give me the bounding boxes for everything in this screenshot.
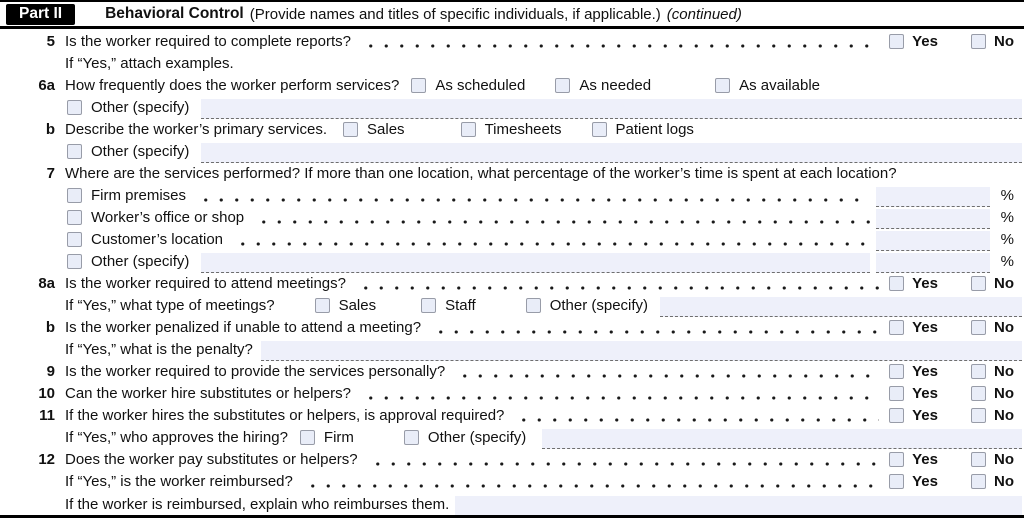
yes-label: Yes (912, 319, 938, 337)
question-number: 9 (46, 363, 55, 381)
sub-question-text: If “Yes,” what type of meetings? (65, 297, 275, 315)
question-text: Is the worker required to complete reports? (65, 32, 351, 50)
question-number: 8a (38, 275, 55, 293)
yes-no-group (889, 33, 1014, 50)
q7-firm-premises-percent-input[interactable] (876, 187, 990, 207)
q7-customers-location-percent-input[interactable] (876, 231, 990, 251)
yes-label: Yes (912, 473, 938, 491)
no-label: No (994, 451, 1014, 469)
option-label: Sales (367, 120, 405, 138)
q9-no-checkbox[interactable] (971, 364, 986, 379)
dot-leader (361, 44, 879, 48)
q10-no-checkbox[interactable] (971, 386, 986, 401)
q7-other-percent-input[interactable] (876, 253, 990, 273)
option-label: Firm (323, 429, 354, 447)
question-7-customers-location-row (0, 228, 1024, 250)
q8b-penalty-input[interactable] (261, 341, 1022, 361)
question-7-row (0, 162, 1024, 184)
yes-no-group (889, 451, 1014, 468)
option-label: Other (specify) (91, 252, 190, 270)
option-label: As needed (579, 76, 652, 94)
dot-leader (431, 330, 879, 334)
option-other (67, 143, 189, 160)
dot-leader (361, 396, 879, 400)
yes-label: Yes (912, 275, 938, 293)
question-5-row (0, 30, 1024, 52)
question-5-note-row (0, 52, 1024, 74)
percent-sign: % (1000, 186, 1014, 204)
q12-reimbursed-yes-checkbox[interactable] (889, 474, 904, 489)
section-continued-note: (continued) (666, 5, 742, 23)
option-other (526, 297, 648, 314)
option-as-scheduled (411, 77, 525, 94)
no-label: No (994, 319, 1014, 337)
q8a-yes-checkbox[interactable] (889, 276, 904, 291)
question-number: b (45, 120, 55, 138)
question-text: Is the worker required to attend meetings? (65, 275, 346, 293)
q10-yes-checkbox[interactable] (889, 386, 904, 401)
option-label: Staff (445, 297, 476, 315)
option-label: As available (739, 76, 820, 94)
yes-label: Yes (912, 451, 938, 469)
option-firm-premises (67, 187, 186, 204)
q6a-other-checkbox[interactable] (67, 100, 82, 115)
q6a-other-specify-input[interactable] (201, 99, 1022, 119)
option-label: Other (specify) (91, 142, 190, 160)
question-12-sub-row (0, 471, 1024, 493)
question-text: Where are the services performed? If more than one location, what percentage of the worker’s time is spent at each location? (65, 164, 897, 182)
dot-leader (368, 462, 879, 466)
q11-yes-checkbox[interactable] (889, 408, 904, 423)
option-label: Worker’s office or shop (91, 208, 245, 226)
option-other (67, 99, 189, 116)
q6b-other-specify-input[interactable] (201, 143, 1022, 163)
no-label: No (994, 473, 1014, 491)
sub-question-text: If “Yes,” is the worker reimbursed? (65, 473, 293, 491)
q6a-as-available-checkbox[interactable] (715, 78, 730, 93)
q7-other-specify-input[interactable] (201, 253, 870, 273)
q6a-as-needed-checkbox[interactable] (555, 78, 570, 93)
yes-label: Yes (912, 32, 938, 50)
option-sales (315, 297, 377, 314)
question-12-row (0, 449, 1024, 471)
option-label: As scheduled (435, 76, 526, 94)
q7-customers-location-checkbox[interactable] (67, 232, 82, 247)
q5-yes-checkbox[interactable] (889, 34, 904, 49)
option-label: Patient logs (615, 120, 694, 138)
section-header (0, 2, 1024, 29)
sub-question-text: If “Yes,” who approves the hiring? (65, 429, 288, 447)
option-patient-logs (592, 121, 694, 138)
option-sales (343, 121, 405, 138)
q11-no-checkbox[interactable] (971, 408, 986, 423)
dot-leader (233, 242, 870, 246)
question-number: 12 (38, 451, 55, 469)
q12-no-checkbox[interactable] (971, 452, 986, 467)
part-label-badge: Part II (6, 4, 75, 25)
q6b-timesheets-checkbox[interactable] (461, 122, 476, 137)
yes-no-group (889, 363, 1014, 380)
question-10-row (0, 383, 1024, 405)
question-text: Is the worker penalized if unable to attend a meeting? (65, 319, 422, 337)
question-11-row (0, 405, 1024, 427)
question-text: If the worker hires the substitutes or helpers, is approval required? (65, 407, 505, 425)
question-number: 5 (46, 32, 55, 50)
yes-no-group (889, 407, 1014, 424)
no-label: No (994, 407, 1014, 425)
yes-label: Yes (912, 385, 938, 403)
yes-no-group (889, 275, 1014, 292)
q11-firm-checkbox[interactable] (300, 430, 315, 445)
q12-reimbursed-no-checkbox[interactable] (971, 474, 986, 489)
dot-leader (356, 286, 879, 290)
section-subtitle: (Provide names and titles of specific individuals, if applicable.) (249, 5, 661, 23)
option-as-needed (555, 77, 651, 94)
dot-leader (303, 484, 879, 488)
no-label: No (994, 275, 1014, 293)
question-number: 11 (39, 407, 55, 425)
question-text: Describe the worker’s primary services. (65, 120, 328, 138)
question-number: 6a (38, 76, 55, 94)
question-8b-sub-row (0, 339, 1024, 361)
q8a-sales-checkbox[interactable] (315, 298, 330, 313)
question-8a-row (0, 273, 1024, 295)
option-label: Other (specify) (91, 98, 190, 116)
q7-workers-office-percent-input[interactable] (876, 209, 990, 229)
question-7-firm-premises-row (0, 184, 1024, 206)
question-text: Is the worker required to provide the services personally? (65, 363, 446, 381)
yes-no-group (889, 319, 1014, 336)
percent-sign: % (1000, 252, 1014, 270)
question-number: b (45, 319, 55, 337)
q6a-as-scheduled-checkbox[interactable] (411, 78, 426, 93)
question-number: 7 (46, 164, 55, 182)
question-8a-sub-row (0, 295, 1024, 317)
question-text: How frequently does the worker perform services? (65, 76, 400, 94)
dot-leader (254, 220, 870, 224)
q8a-staff-checkbox[interactable] (421, 298, 436, 313)
question-6a-row (0, 74, 1024, 96)
sub-question-text: If the worker is reimbursed, explain who reimburses them. (65, 495, 450, 513)
option-label: Timesheets (484, 120, 562, 138)
sub-question-text: If “Yes,” what is the penalty? (65, 341, 253, 359)
question-text: Can the worker hire substitutes or helpers? (65, 385, 351, 403)
yes-label: Yes (912, 407, 938, 425)
q8a-other-specify-input[interactable] (660, 297, 1022, 317)
q6b-sales-checkbox[interactable] (343, 122, 358, 137)
question-11-sub-row (0, 427, 1024, 449)
question-7-workers-office-row (0, 206, 1024, 228)
no-label: No (994, 385, 1014, 403)
question-6b-other-row (0, 140, 1024, 162)
question-7-other-row (0, 250, 1024, 272)
option-label: Firm premises (91, 186, 187, 204)
q9-yes-checkbox[interactable] (889, 364, 904, 379)
option-other (67, 253, 189, 270)
option-customers-location (67, 231, 223, 248)
option-staff (421, 297, 476, 314)
q12-explain-reimburser-input[interactable] (455, 496, 1022, 516)
question-9-row (0, 361, 1024, 383)
section-title: Behavioral Control (105, 5, 244, 22)
q12-yes-checkbox[interactable] (889, 452, 904, 467)
question-6b-row (0, 118, 1024, 140)
option-label: Customer’s location (91, 230, 224, 248)
q5-no-checkbox[interactable] (971, 34, 986, 49)
q8b-yes-checkbox[interactable] (889, 320, 904, 335)
q8a-other-checkbox[interactable] (526, 298, 541, 313)
option-other (404, 429, 526, 446)
option-label: Other (specify) (427, 429, 527, 447)
no-label: No (994, 363, 1014, 381)
question-6a-other-row (0, 96, 1024, 118)
dot-leader (514, 418, 879, 422)
q7-workers-office-checkbox[interactable] (67, 210, 82, 225)
question-12-explain-row (0, 493, 1024, 515)
question-note: If “Yes,” attach examples. (65, 54, 234, 72)
q8b-no-checkbox[interactable] (971, 320, 986, 335)
yes-no-group (889, 385, 1014, 402)
question-rows (0, 29, 1024, 515)
q11-other-specify-input[interactable] (542, 429, 1022, 449)
q7-other-checkbox[interactable] (67, 254, 82, 269)
yes-no-group (889, 473, 1014, 490)
question-8b-row (0, 317, 1024, 339)
dot-leader (455, 374, 879, 378)
option-workers-office (67, 209, 244, 226)
q8a-no-checkbox[interactable] (971, 276, 986, 291)
option-label: Other (specify) (549, 297, 649, 315)
percent-sign: % (1000, 208, 1014, 226)
no-label: No (994, 32, 1014, 50)
option-label: Sales (338, 297, 377, 315)
yes-label: Yes (912, 363, 938, 381)
option-firm (300, 429, 354, 446)
question-text: Does the worker pay substitutes or helpers? (65, 451, 358, 469)
percent-sign: % (1000, 230, 1014, 248)
q7-firm-premises-checkbox[interactable] (67, 188, 82, 203)
dot-leader (196, 198, 870, 202)
question-number: 10 (38, 385, 55, 403)
option-timesheets (461, 121, 562, 138)
option-as-available (715, 77, 820, 94)
q6b-patient-logs-checkbox[interactable] (592, 122, 607, 137)
q11-other-checkbox[interactable] (404, 430, 419, 445)
q6b-other-checkbox[interactable] (67, 144, 82, 159)
